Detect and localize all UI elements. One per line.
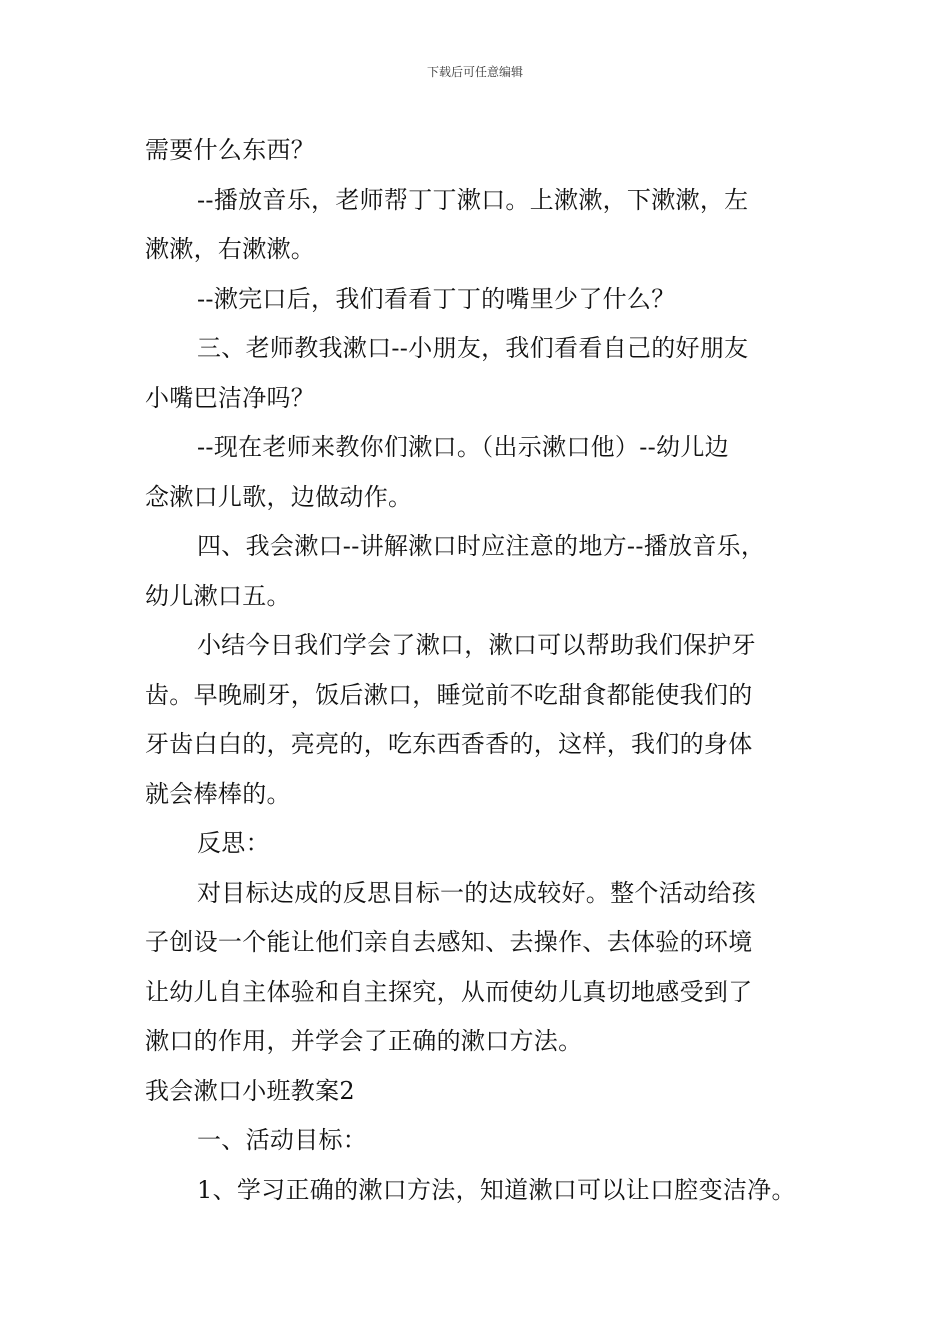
text-line: 1、学习正确的漱口方法，知道漱口可以让口腔变洁净。 bbox=[197, 1175, 796, 1204]
page-header-note: 下载后可任意编辑 bbox=[426, 65, 523, 79]
text-line: 小结今日我们学会了漱口，漱口可以帮助我们保护牙 bbox=[197, 631, 756, 659]
text-line: 念漱口儿歌，边做动作。 bbox=[145, 482, 413, 511]
text-line: 三、老师教我漱口--小朋友，我们看看自己的好朋友 bbox=[197, 334, 749, 362]
text-line: 需要什么东西？ bbox=[145, 136, 316, 164]
text-line: 漱漱，右漱漱。 bbox=[145, 235, 316, 263]
text-line: --播放音乐，老师帮丁丁漱口。上漱漱，下漱漱，左 bbox=[197, 185, 749, 214]
section-heading: 我会漱口小班教案2 bbox=[145, 1076, 355, 1105]
text-line: 反思： bbox=[197, 829, 270, 857]
text-line: 让幼儿自主体验和自主探究，从而使幼儿真切地感受到了 bbox=[145, 977, 753, 1006]
text-line: 小嘴巴洁净吗？ bbox=[145, 383, 316, 412]
text-line: 子创设一个能让他们亲自去感知、去操作、去体验的环境 bbox=[145, 928, 753, 956]
text-line: 四、我会漱口--讲解漱口时应注意的地方--播放音乐， bbox=[197, 532, 766, 560]
document-body bbox=[145, 126, 825, 1215]
text-line: --漱完口后，我们看看丁丁的嘴里少了什么？ bbox=[197, 284, 676, 313]
text-line: 对目标达成的反思目标一的达成较好。整个活动给孩 bbox=[197, 878, 756, 907]
text-line: 漱口的作用，并学会了正确的漱口方法。 bbox=[145, 1027, 583, 1055]
text-line: 牙齿白白的，亮亮的，吃东西香香的，这样，我们的身体 bbox=[145, 730, 753, 758]
text-line: 一、活动目标： bbox=[197, 1126, 368, 1154]
text-line: --现在老师来教你们漱口。（出示漱口他）--幼儿边 bbox=[197, 433, 729, 461]
text-line: 幼儿漱口五。 bbox=[145, 581, 291, 610]
text-line: 就会棒棒的。 bbox=[145, 779, 291, 808]
text-line: 齿。早晚刷牙，饭后漱口，睡觉前不吃甜食都能使我们的 bbox=[145, 680, 753, 709]
